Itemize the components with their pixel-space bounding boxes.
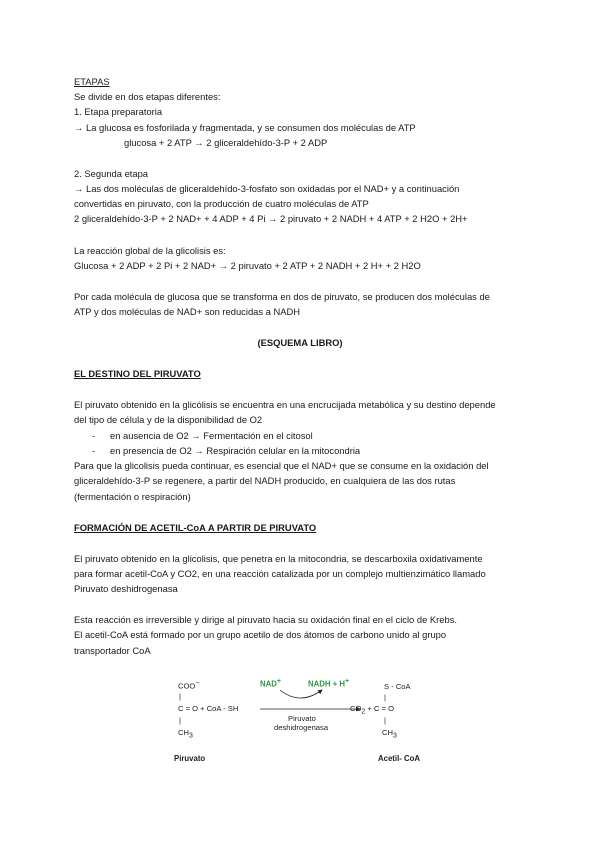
bullet-dash-2: - — [92, 445, 96, 456]
bond-bar-right-top: | — [384, 693, 386, 702]
nad-plus-label: NAD+ — [260, 678, 281, 689]
global-reaction-title: La reacción global de la glicolisis es: — [74, 245, 226, 256]
bond-bar-left-bottom: | — [179, 716, 181, 725]
global-reaction-equation: Glucosa + 2 ADP + 2 Pi + 2 NAD+ → 2 piruvato + 2 ATP + 2 NADH + 2 H+ + 2 H2O — [74, 260, 421, 271]
etapa2-desc-line2: convertidas en piruvato, con la producción de cuatro moléculas de ATP — [74, 198, 369, 209]
bond-bar-right-bottom: | — [384, 716, 386, 725]
etapa1-desc: → La glucosa es fosforilada y fragmentada, y se consumen dos moléculas de ATP — [74, 122, 416, 133]
acetil-p2-line1: Esta reacción es irreversible y dirige al piruvato hacia su oxidación final en el ciclo de Krebs. — [74, 614, 458, 625]
summary-line2: ATP y dos moléculas de NAD+ son reducidas a NADH — [74, 306, 301, 317]
destino-p2-line3: (fermentación o respiración) — [74, 491, 191, 502]
summary-line1: Por cada molécula de glucosa que se transforma en dos de piruvato, se producen dos moléculas de — [74, 291, 490, 302]
acetil-heading: FORMACIÓN DE ACETIL-CoA A PARTIR DE PIRUVATO — [74, 522, 317, 533]
etapas-heading: ETAPAS — [74, 76, 110, 87]
cofactor-curved-arrow — [280, 690, 322, 698]
acetyl-coa-label: Acetil- CoA — [378, 754, 421, 763]
bullet-ausencia-o2: en ausencia de O2 → Fermentación en el citosol — [110, 430, 313, 441]
acetil-p1-line2: para formar acetil-CoA y CO2, en una reacción catalizada por un complejo multienzimático llamado — [74, 568, 486, 579]
etapa1-equation: glucosa + 2 ATP → 2 gliceraldehído-3-P + 2 ADP — [124, 137, 328, 148]
pyruvate-label: Piruvato — [174, 754, 206, 763]
destino-heading: EL DESTINO DEL PIRUVATO — [74, 368, 201, 379]
nadh-label: NADH + H+ — [308, 678, 350, 689]
destino-p2-line2: gliceraldehído-3-P se regenere, a partir del NADH producido, en cualquiera de las dos rutas — [74, 475, 456, 486]
destino-p1-line2: del tipo de célula y de la disponibilidad de O2 — [74, 414, 263, 425]
bullet-dash-1: - — [92, 430, 96, 441]
enzyme-label-line1: Piruvato — [288, 714, 316, 723]
etapa1-title: 1. Etapa preparatoria — [74, 106, 163, 117]
acetil-p2-line3: transportador CoA — [74, 645, 151, 656]
destino-p2-line1: Para que la glicolisis pueda continuar, es esencial que el NAD+ que se consume en la oxidación del — [74, 460, 489, 471]
pyruvate-carbonyl-line: C = O + CoA - SH — [178, 704, 239, 713]
coo-group: COO− — [178, 680, 200, 691]
acetil-p1-line3: Piruvato deshidrogenasa — [74, 583, 178, 594]
esquema-libro-note: (ESQUEMA LIBRO) — [257, 337, 343, 348]
destino-p1-line1: El piruvato obtenido en la glicólisis se encuentra en una encrucijada metabólica y su destino depende — [74, 399, 496, 410]
bullet-presencia-o2: en presencia de O2 → Respiración celular en la mitocondria — [110, 445, 361, 456]
ch3-left: $CH_3$ — [178, 728, 193, 740]
acetil-p2-line2: El acetil-CoA está formado por un grupo acetilo de dos átomos de carbono unido al grupo — [74, 629, 447, 640]
etapa2-desc-line1: → Las dos moléculas de gliceraldehído-3-fosfato son oxidadas por el NAD+ y a continuación — [74, 183, 460, 194]
etapas-intro: Se divide en dos etapas diferentes: — [74, 91, 221, 102]
s-coa-group: S - CoA — [384, 682, 411, 691]
bond-bar-left-top: | — [179, 692, 181, 701]
etapa2-title: 2. Segunda etapa — [74, 168, 149, 179]
etapa2-equation: 2 gliceraldehído-3-P + 2 NAD+ + 4 ADP + 4 Pi → 2 piruvato + 2 NADH + 4 ATP + 2 H2O + 2H+ — [74, 213, 468, 224]
pyruvate-dehydrogenase-diagram — [170, 676, 460, 776]
enzyme-label-line2: deshidrogenasa — [274, 723, 329, 732]
acetil-p1-line1: El piruvato obtenido en la glicolisis, que penetra en la mitocondria, se descarboxila oxidativamente — [74, 553, 483, 564]
acetyl-carbonyl-line: $CO_2 + C = O$ — [350, 704, 394, 716]
ch3-right: $CH_3$ — [382, 728, 397, 740]
